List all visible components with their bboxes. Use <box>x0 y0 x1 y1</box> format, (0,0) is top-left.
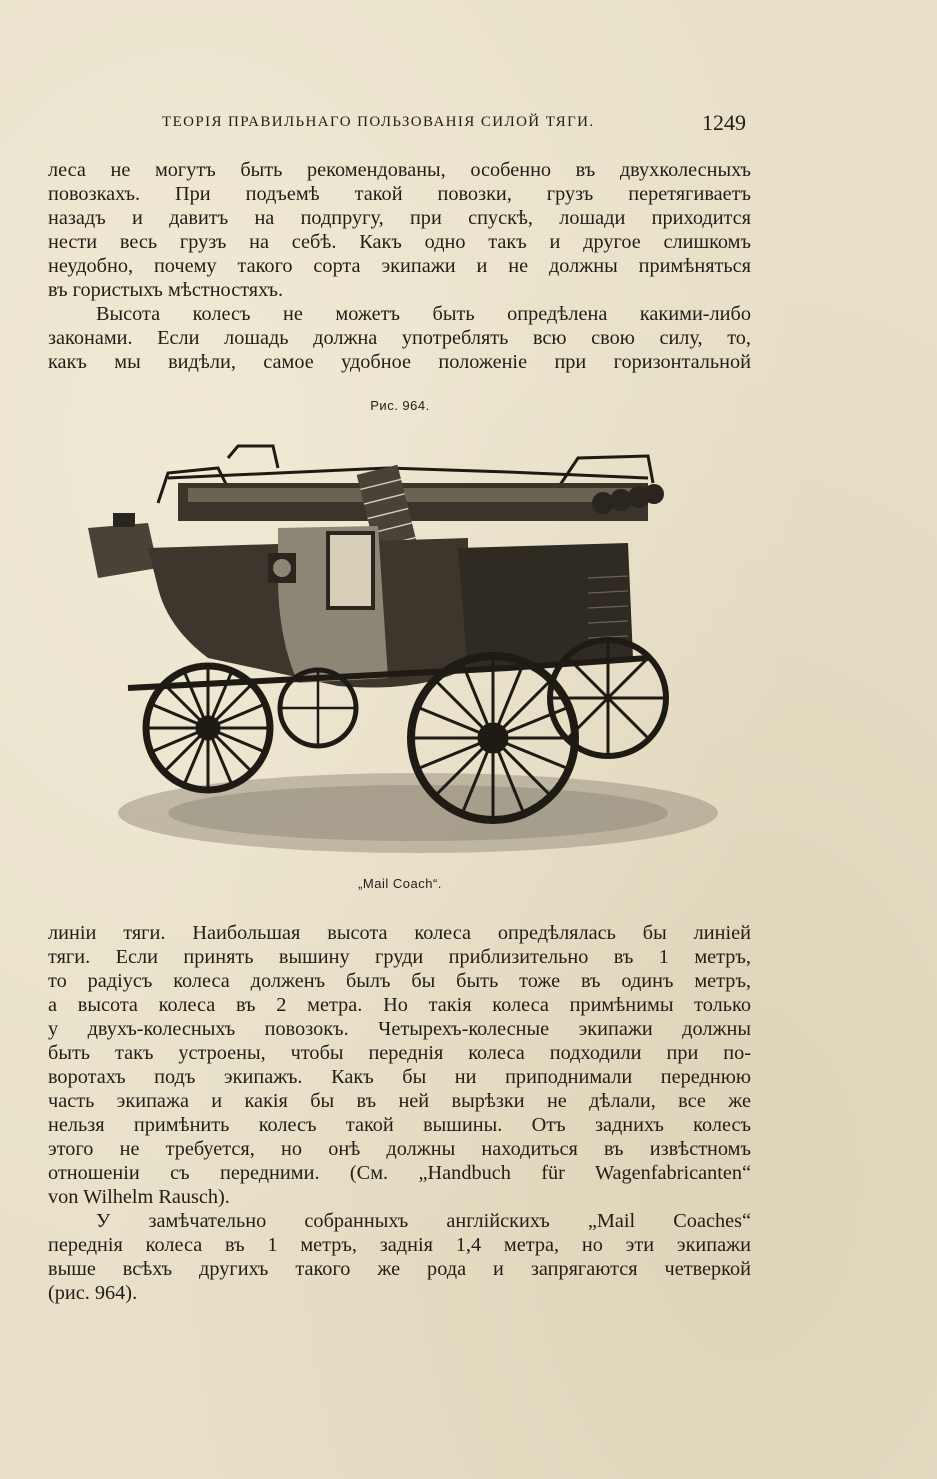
figure-label: Рис. 964. <box>370 398 430 413</box>
text-line: У замѣчательно собранныхъ англійскихъ „Mail Coaches“ <box>96 1210 751 1232</box>
text-line: линіи тяги. Наибольшая высота колеса опредѣлялась бы линіей <box>48 922 751 944</box>
text-line: переднія колеса въ 1 метръ, заднія 1,4 метра, но эти экипажи <box>48 1234 751 1256</box>
paragraph-top <box>48 158 751 374</box>
text-line: (рис. 964). <box>48 1282 138 1304</box>
text-line: воротахъ подъ экипажъ. Какъ бы ни приподнимали переднюю <box>48 1066 751 1088</box>
running-title: ТЕОРІЯ ПРАВИЛЬНАГО ПОЛЬЗОВАНІЯ СИЛОЙ ТЯГИ. <box>162 114 595 130</box>
text-line: назадъ и давитъ на подпругу, при спускѣ, лошади приходится <box>48 207 751 229</box>
text-line: нести весь грузъ на себѣ. Какъ одно такъ и другое слишкомъ <box>48 231 751 253</box>
text-line: von Wilhelm Rausch). <box>48 1186 230 1208</box>
text-line: тяги. Если принять вышину груди приблизительно въ 1 метръ, <box>48 946 751 968</box>
paragraph-bottom <box>48 921 751 1305</box>
text-line: у двухъ-колесныхъ повозокъ. Четырехъ-колесные экипажи должны <box>48 1018 751 1040</box>
text-line: этого не требуется, но онѣ должны находиться въ извѣстномъ <box>48 1138 751 1160</box>
text-line: неудобно, почему такого сорта экипажи и не должны примѣняться <box>48 255 751 277</box>
text-line: какъ мы видѣли, самое удобное положеніе при горизонтальной <box>48 351 751 373</box>
page-number: 1249 <box>702 110 746 135</box>
text-line: выше всѣхъ другихъ такого же рода и запрягаются четверкой <box>48 1258 751 1280</box>
text-line: отношеніи съ передними. (См. „Handbuch für Wagenfabricanten“ <box>48 1162 751 1184</box>
figure-caption: „Mail Coach“. <box>358 876 442 891</box>
text-line: леса не могутъ быть рекомендованы, особенно въ двухколесныхъ <box>48 159 751 181</box>
text-line: повозкахъ. При подъемѣ такой повозки, грузъ перетягиваетъ <box>48 183 751 205</box>
text-line: то радіусъ колеса долженъ былъ бы быть тоже въ одинъ метръ, <box>48 970 751 992</box>
mail-coach-illustration <box>88 428 728 868</box>
text-line: быть такъ устроены, чтобы переднія колеса подходили при по- <box>48 1042 751 1064</box>
text-line: законами. Если лошадь должна употреблять всю свою силу, то, <box>48 327 751 349</box>
text-line: часть экипажа и какія бы въ ней вырѣзки не дѣлали, все же <box>48 1090 751 1112</box>
text-line: нельзя примѣнить колесъ такой вышины. Отъ заднихъ колесъ <box>48 1114 751 1136</box>
text-line: а высота колеса въ 2 метра. Но такія колеса примѣнимы только <box>48 994 751 1016</box>
text-line: въ гористыхъ мѣстностяхъ. <box>48 279 284 301</box>
text-line: Высота колесъ не можетъ быть опредѣлена какими-либо <box>96 303 751 325</box>
